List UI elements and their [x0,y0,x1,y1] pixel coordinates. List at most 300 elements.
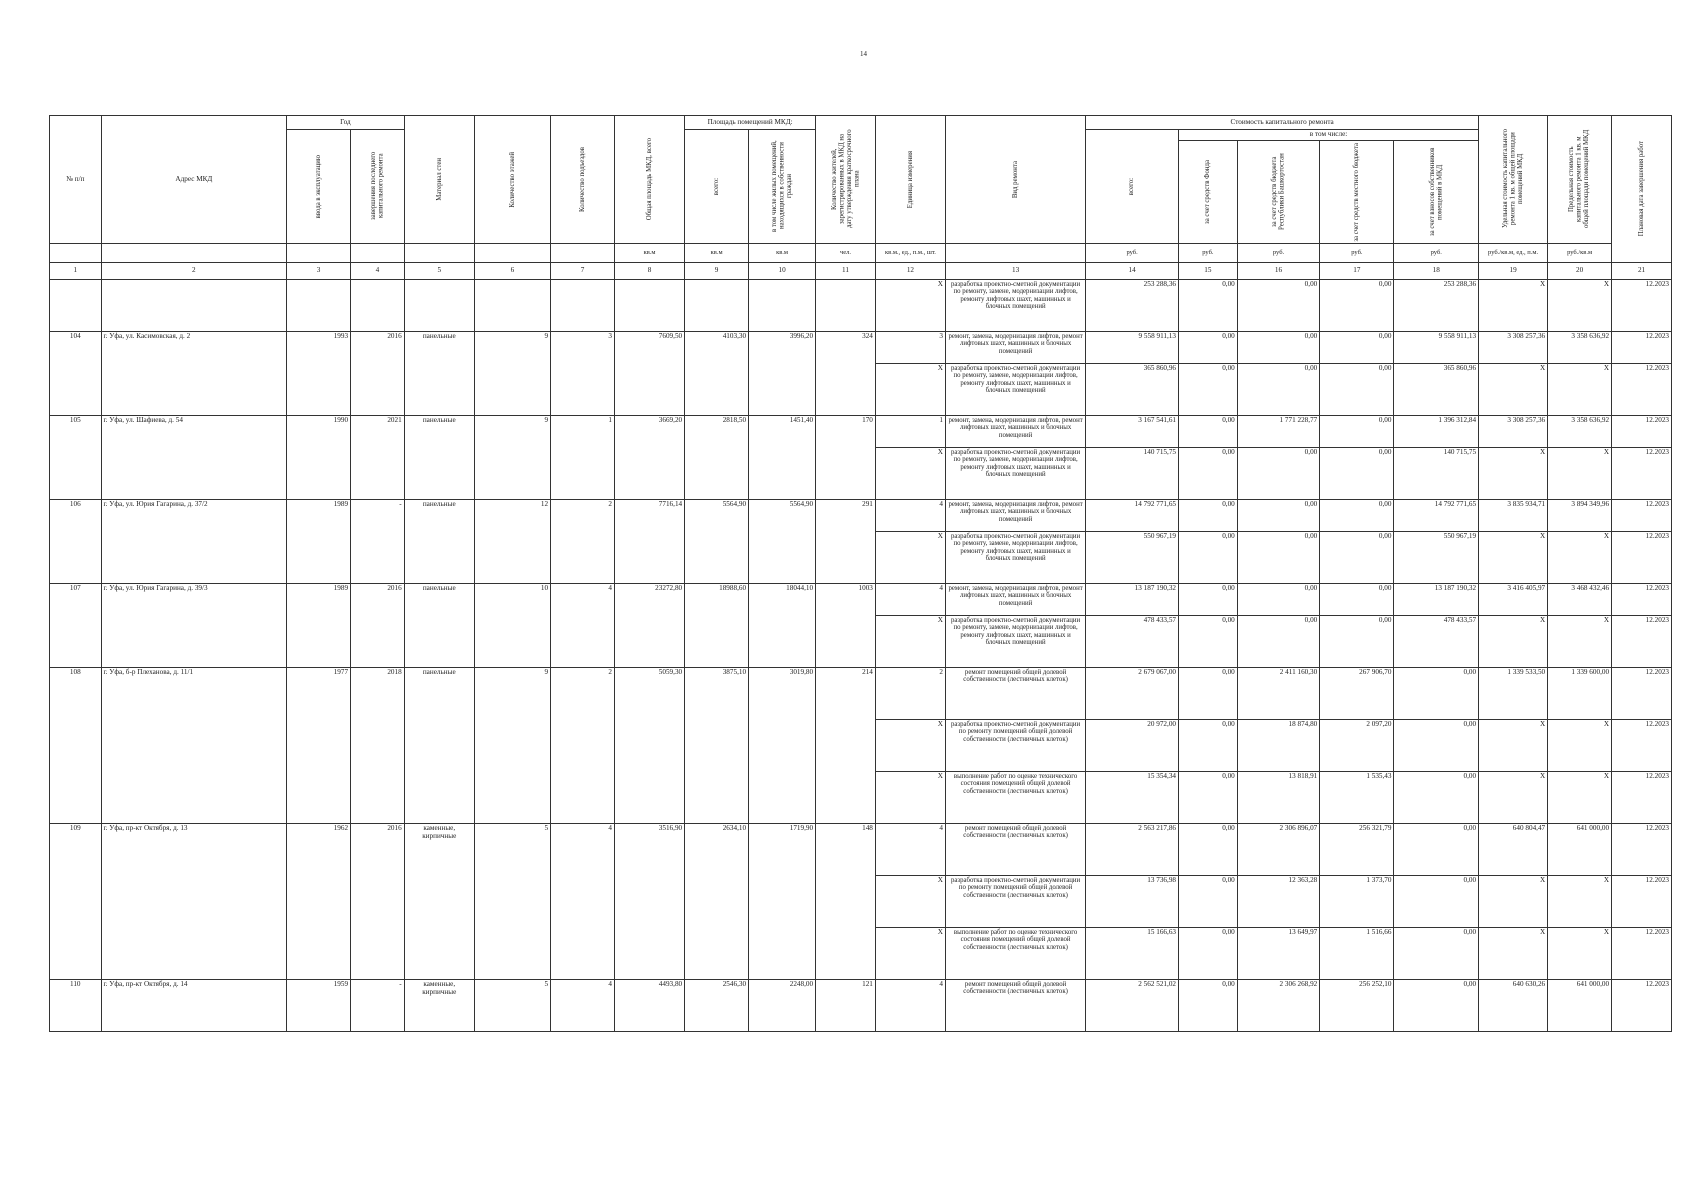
table-cell: 2016 [351,331,405,415]
table-cell: 1993 [287,331,351,415]
table-cell: 2016 [351,823,405,979]
table-cell [474,279,550,331]
table-cell: 2818,50 [685,415,749,499]
table-cell: 0,00 [1320,615,1394,667]
table-cell: 0,00 [1394,875,1479,927]
table-cell: 641 000,00 [1548,823,1612,875]
table-cell: 256 252,10 [1320,979,1394,1031]
col-index: 11 [816,262,876,279]
table-row [50,667,1672,719]
table-row [50,499,1672,531]
header-unit: Единица измерения [875,116,945,244]
table-cell: 267 906,70 [1320,667,1394,719]
table-cell: 0,00 [1179,331,1238,363]
header-repair-type: Вид ремонта [945,116,1085,244]
table-cell: X [875,363,945,415]
table-cell: 12.2023 [1612,279,1672,331]
table-cell: 2 563 217,86 [1086,823,1179,875]
table-cell: панельные [404,415,474,499]
table-cell: 0,00 [1237,363,1319,415]
col-index: 5 [404,262,474,279]
table-cell: 4 [551,979,615,1031]
table-row [50,415,1672,447]
unit-cell: руб./кв.м [1548,243,1612,262]
table-cell: 0,00 [1394,823,1479,875]
table-cell: 12.2023 [1612,771,1672,823]
col-index: 12 [875,262,945,279]
table-cell: 4 [875,499,945,531]
table-cell: 0,00 [1237,447,1319,499]
unit-cell: кв.м., ед., п.м., шт. [875,243,945,262]
table-cell: 13 818,91 [1237,771,1319,823]
table-cell: 13 187 190,32 [1394,583,1479,615]
table-cell: X [875,719,945,771]
table-cell: 478 433,57 [1394,615,1479,667]
table-cell: г. Уфа, ул. Касимовская, д. 2 [101,331,287,415]
table-cell: 2 306 896,07 [1237,823,1319,875]
table-cell [749,279,816,331]
header-cost-owners: за счет взносов собственников помещений в МКД [1394,140,1479,243]
unit-cell: руб. [1320,243,1394,262]
table-cell: 0,00 [1320,279,1394,331]
table-cell: 550 967,19 [1086,531,1179,583]
table-cell: 214 [816,667,876,823]
table-cell: 121 [816,979,876,1031]
table-cell: 0,00 [1320,415,1394,447]
table-cell: 9 [474,415,550,499]
col-index: 1 [50,262,102,279]
col-index: 16 [1237,262,1319,279]
table-cell: г. Уфа, ул. Юрия Гагарина, д. 37/2 [101,499,287,583]
table-cell [101,279,287,331]
header-premises-total: всего: [685,130,749,244]
table-cell: 0,00 [1179,823,1238,875]
unit-cell: руб./кв.м, ед., п.м. [1479,243,1548,262]
table-cell [351,279,405,331]
header-floors: Количество этажей [474,116,550,244]
table-cell: 0,00 [1179,415,1238,447]
table-cell: 0,00 [1179,279,1238,331]
table-cell: 12.2023 [1612,719,1672,771]
table-cell: разработка проектно-сметной документации по ремонту, замене, модернизации лифтов, ремонту лифтовых шахт, машинных и блочных помещений [945,279,1085,331]
header-cost-fund: за счет средств Фонда [1179,140,1238,243]
table-cell: 0,00 [1237,279,1319,331]
table-cell: 4 [875,823,945,875]
table-cell: 2 [551,667,615,823]
table-cell [685,279,749,331]
table-cell: 253 288,36 [1086,279,1179,331]
table-cell [287,279,351,331]
table-cell: X [1548,927,1612,979]
table-cell: 3 468 432,46 [1548,583,1612,615]
table-cell: 18 874,80 [1237,719,1319,771]
col-index: 21 [1612,262,1672,279]
table-cell: 0,00 [1179,615,1238,667]
table-cell: 1977 [287,667,351,823]
table-cell: ремонт помещений общей долевой собственности (лестничных клеток) [945,979,1085,1031]
table-cell: 0,00 [1179,719,1238,771]
table-cell: 0,00 [1394,979,1479,1031]
table-cell: ремонт, замена, модернизация лифтов, ремонт лифтовых шахт, машинных и блочных помещений [945,499,1085,531]
table-cell: 256 321,79 [1320,823,1394,875]
table-cell: ремонт, замена, модернизация лифтов, ремонт лифтовых шахт, машинных и блочных помещений [945,415,1085,447]
table-cell: 1 339 600,00 [1548,667,1612,719]
table-cell: 12.2023 [1612,583,1672,615]
table-cell: 5 [474,979,550,1031]
table-cell: 640 630,26 [1479,979,1548,1031]
table-cell: X [1479,615,1548,667]
table-cell: 3875,10 [685,667,749,823]
col-index: 7 [551,262,615,279]
table-cell: 2 [875,667,945,719]
table-cell: г. Уфа, ул. Юрия Гагарина, д. 39/3 [101,583,287,667]
table-cell: X [875,615,945,667]
table-cell: 365 860,96 [1086,363,1179,415]
table-cell: 550 967,19 [1394,531,1479,583]
table-cell: X [1479,875,1548,927]
table-cell: 4103,30 [685,331,749,415]
table-cell: X [1548,279,1612,331]
table-cell: X [1548,875,1612,927]
table-cell: 3 358 636,92 [1548,331,1612,363]
table-cell: X [1479,531,1548,583]
table-cell: 4493,80 [615,979,685,1031]
table-cell: 1 [551,415,615,499]
table-cell: выполнение работ по оценке технического состояния помещений общей долевой собственности (лестничных клеток) [945,927,1085,979]
table-cell: X [1479,447,1548,499]
table-cell: 3 416 405,97 [1479,583,1548,615]
table-cell: 12.2023 [1612,531,1672,583]
table-cell: выполнение работ по оценке технического состояния помещений общей долевой собственности (лестничных клеток) [945,771,1085,823]
table-cell: 640 804,47 [1479,823,1548,875]
header-cost-incl: в том числе: [1179,130,1479,141]
header-cost-local: за счет средств местного бюджета [1320,140,1394,243]
table-cell: 2634,10 [685,823,749,979]
table-cell: 106 [50,499,102,583]
unit-cell: чел. [816,243,876,262]
table-cell: 1 339 533,50 [1479,667,1548,719]
col-index: 20 [1548,262,1612,279]
table-cell: 1 396 312,84 [1394,415,1479,447]
table-cell: 109 [50,823,102,979]
header-entrances: Количество подъездов [551,116,615,244]
col-index: 19 [1479,262,1548,279]
table-cell: 10 [474,583,550,667]
table-cell: 9 [474,667,550,823]
table-cell: 7716,14 [615,499,685,583]
table-cell: 9 558 911,13 [1394,331,1479,363]
table-row [50,979,1672,1031]
table-cell: 0,00 [1179,499,1238,531]
table-cell: 2016 [351,583,405,667]
table-cell: 12.2023 [1612,615,1672,667]
table-cell: 5 [474,823,550,979]
repair-plan-table [49,115,1672,1032]
table-cell: X [1548,615,1612,667]
table-cell: 18988,60 [685,583,749,667]
table-cell: 4 [551,583,615,667]
table-cell: 3 894 349,96 [1548,499,1612,531]
table-cell: 2 [551,499,615,583]
col-index: 6 [474,262,550,279]
table-cell: 641 000,00 [1548,979,1612,1031]
table-cell: 14 792 771,65 [1086,499,1179,531]
table-cell: 0,00 [1179,875,1238,927]
table-cell: 15 354,34 [1086,771,1179,823]
table-cell: 1962 [287,823,351,979]
table-cell: X [1548,531,1612,583]
table-cell: X [875,447,945,499]
table-cell [50,279,102,331]
header-material: Материал стен [404,116,474,244]
header-no: № п/п [50,116,102,244]
table-cell: 3516,90 [615,823,685,979]
table-cell: 12.2023 [1612,979,1672,1031]
table-cell: ремонт помещений общей долевой собственности (лестничных клеток) [945,823,1085,875]
table-cell: X [875,875,945,927]
table-cell: 0,00 [1237,531,1319,583]
table-cell: панельные [404,583,474,667]
header-residents: Количество жителей, зарегистрированных в МКД на дату утверждения краткосрочного плана [816,116,876,244]
table-cell: разработка проектно-сметной документации по ремонту помещений общей долевой собственности (лестничных клеток) [945,719,1085,771]
table-cell: X [1479,771,1548,823]
table-cell: X [875,531,945,583]
table-cell: 1 535,43 [1320,771,1394,823]
table-cell: г. Уфа, пр-кт Октября, д. 13 [101,823,287,979]
table-row [50,583,1672,615]
table-cell: панельные [404,667,474,823]
table-cell: 108 [50,667,102,823]
col-index: 15 [1179,262,1238,279]
table-cell: 0,00 [1179,583,1238,615]
table-cell: 0,00 [1394,667,1479,719]
unit-cell: руб. [1394,243,1479,262]
table-cell: 12.2023 [1612,875,1672,927]
table-cell: 1989 [287,499,351,583]
table-cell: разработка проектно-сметной документации по ремонту, замене, модернизации лифтов, ремонту лифтовых шахт, машинных и блочных помещений [945,615,1085,667]
table-cell: 0,00 [1237,499,1319,531]
table-cell: 0,00 [1394,771,1479,823]
table-cell: 12.2023 [1612,363,1672,415]
table-cell: X [1548,363,1612,415]
header-premises-area: Площадь помещений МКД: [685,116,816,130]
table-cell: 3 308 257,36 [1479,415,1548,447]
table-cell: X [1548,447,1612,499]
table-cell: 12.2023 [1612,667,1672,719]
table-cell: 478 433,57 [1086,615,1179,667]
table-cell: 23272,80 [615,583,685,667]
table-cell: 9 [474,331,550,415]
table-cell: 0,00 [1320,499,1394,531]
table-cell: 15 166,63 [1086,927,1179,979]
table-cell: 2021 [351,415,405,499]
table-cell: 1989 [287,583,351,667]
header-cost-total: всего: [1086,130,1179,244]
table-cell: 2 097,20 [1320,719,1394,771]
header-year: Год [287,116,405,130]
table-cell: 4 [875,979,945,1031]
table-cell: 1003 [816,583,876,667]
table-cell: г. Уфа, пр-кт Октября, д. 14 [101,979,287,1031]
table-cell: 5564,90 [749,499,816,583]
table-cell: 12.2023 [1612,927,1672,979]
table-cell: 0,00 [1179,447,1238,499]
unit-cell: руб. [1237,243,1319,262]
table-cell: 0,00 [1320,363,1394,415]
table-cell: 12.2023 [1612,823,1672,875]
table-cell: 140 715,75 [1394,447,1479,499]
table-cell: разработка проектно-сметной документации по ремонту помещений общей долевой собственности (лестничных клеток) [945,875,1085,927]
table-cell: 365 860,96 [1394,363,1479,415]
unit-cell: кв.м [749,243,816,262]
table-cell: 2 306 268,92 [1237,979,1319,1031]
table-cell: 110 [50,979,102,1031]
table-cell: 2 562 521,02 [1086,979,1179,1031]
table-cell: 0,00 [1320,583,1394,615]
table-cell: 3 [875,331,945,363]
header-unit-cost: Удельная стоимость капитального ремонта 1 кв. м общей площади помещений МКД [1479,116,1548,244]
header-cost: Стоимость капитального ремонта [1086,116,1479,130]
col-index: 8 [615,262,685,279]
table-cell: г. Уфа, б-р Плеханова, д. 11/1 [101,667,287,823]
table-cell: 3 308 257,36 [1479,331,1548,363]
unit-cell: кв.м [615,243,685,262]
table-cell: 1 [875,415,945,447]
table-cell: 105 [50,415,102,499]
table-cell: 12.2023 [1612,415,1672,447]
table-cell: 291 [816,499,876,583]
table-cell: 2018 [351,667,405,823]
table-cell: каменные, кирпичные [404,823,474,979]
header-address: Адрес МКД [101,116,287,244]
table-cell: разработка проектно-сметной документации по ремонту, замене, модернизации лифтов, ремонту лифтовых шахт, машинных и блочных помещений [945,531,1085,583]
table-cell: ремонт, замена, модернизация лифтов, ремонт лифтовых шахт, машинных и блочных помещений [945,583,1085,615]
table-cell: 253 288,36 [1394,279,1479,331]
table-cell: 3019,80 [749,667,816,823]
header-premises-owned: в том числе жилых помещений, находящихся в собственности граждан [749,130,816,244]
table-cell: ремонт помещений общей долевой собственности (лестничных клеток) [945,667,1085,719]
table-cell: 12.2023 [1612,499,1672,531]
header-total-area: Общая площадь МКД, всего [615,116,685,244]
table-cell: 13 187 190,32 [1086,583,1179,615]
table-cell: 0,00 [1320,331,1394,363]
col-index: 18 [1394,262,1479,279]
table-cell: X [875,771,945,823]
table-cell [551,279,615,331]
table-cell: 1959 [287,979,351,1031]
table-row [50,823,1672,875]
unit-cell: кв.м [685,243,749,262]
table-cell: X [875,927,945,979]
table-cell: 170 [816,415,876,499]
table-cell: 1451,40 [749,415,816,499]
table-cell: X [875,279,945,331]
table-cell: 20 972,00 [1086,719,1179,771]
table-cell: 3996,20 [749,331,816,415]
col-index: 9 [685,262,749,279]
table-cell: 140 715,75 [1086,447,1179,499]
table-cell: 12.2023 [1612,447,1672,499]
header-cost-republic: за счет средств бюджета Республики Башкортостан [1237,140,1319,243]
table-cell: 2248,00 [749,979,816,1031]
table-cell: 324 [816,331,876,415]
header-max-cost: Предельная стоимость капитального ремонта 1 кв. м общей площади помещений МКД [1548,116,1612,244]
table-cell: панельные [404,499,474,583]
table-cell: 3 167 541,61 [1086,415,1179,447]
col-index: 10 [749,262,816,279]
table-row [50,331,1672,363]
unit-cell: руб. [1179,243,1238,262]
table-cell: 0,00 [1320,447,1394,499]
table-cell: разработка проектно-сметной документации по ремонту, замене, модернизации лифтов, ремонту лифтовых шахт, машинных и блочных помещений [945,363,1085,415]
table-cell: 2 679 067,00 [1086,667,1179,719]
table-cell: 12.2023 [1612,331,1672,363]
table-cell: X [1479,363,1548,415]
table-cell: 0,00 [1179,667,1238,719]
table-cell: 104 [50,331,102,415]
unit-cell: руб. [1086,243,1179,262]
table-cell: 5564,90 [685,499,749,583]
table-cell: 0,00 [1179,771,1238,823]
table-cell: 4 [875,583,945,615]
table-cell: 1 373,70 [1320,875,1394,927]
table-cell: 3 358 636,92 [1548,415,1612,447]
col-index: 17 [1320,262,1394,279]
table-cell: 0,00 [1179,363,1238,415]
table-cell: 0,00 [1394,927,1479,979]
table-cell: разработка проектно-сметной документации по ремонту, замене, модернизации лифтов, ремонту лифтовых шахт, машинных и блочных помещений [945,447,1085,499]
table-cell: - [351,979,405,1031]
table-cell: 3 [551,331,615,415]
table-cell: X [1479,279,1548,331]
table-cell: - [351,499,405,583]
table-cell: 5059,30 [615,667,685,823]
table-cell: 2546,30 [685,979,749,1031]
table-cell: 0,00 [1320,531,1394,583]
col-index: 3 [287,262,351,279]
table-cell: 9 558 911,13 [1086,331,1179,363]
page-number: 14 [860,50,867,58]
table-cell: 7609,50 [615,331,685,415]
table-cell: 2 411 160,30 [1237,667,1319,719]
table-cell: 107 [50,583,102,667]
table-cell: 0,00 [1179,979,1238,1031]
table-cell: 0,00 [1179,927,1238,979]
col-index: 2 [101,262,287,279]
table-cell: панельные [404,331,474,415]
table-cell: 3 835 934,71 [1479,499,1548,531]
table-cell: г. Уфа, ул. Шафиева, д. 54 [101,415,287,499]
header-year-commission: ввода в эксплуатацию [287,130,351,244]
table-cell: 0,00 [1237,331,1319,363]
table-cell: 0,00 [1237,615,1319,667]
table-cell: 1990 [287,415,351,499]
table-cell: 13 736,98 [1086,875,1179,927]
table-cell: 1719,90 [749,823,816,979]
table-cell: 148 [816,823,876,979]
table-cell: 14 792 771,65 [1394,499,1479,531]
table-row [50,279,1672,331]
table-cell: 1 771 228,77 [1237,415,1319,447]
table-cell: X [1479,927,1548,979]
table-cell: 1 516,66 [1320,927,1394,979]
table-cell: 3669,20 [615,415,685,499]
table-cell: 12 [474,499,550,583]
table-cell: 18044,10 [749,583,816,667]
header-year-last-repair: завершения последнего капитального ремонта [351,130,405,244]
table-cell: 12 363,28 [1237,875,1319,927]
table-cell: X [1479,719,1548,771]
